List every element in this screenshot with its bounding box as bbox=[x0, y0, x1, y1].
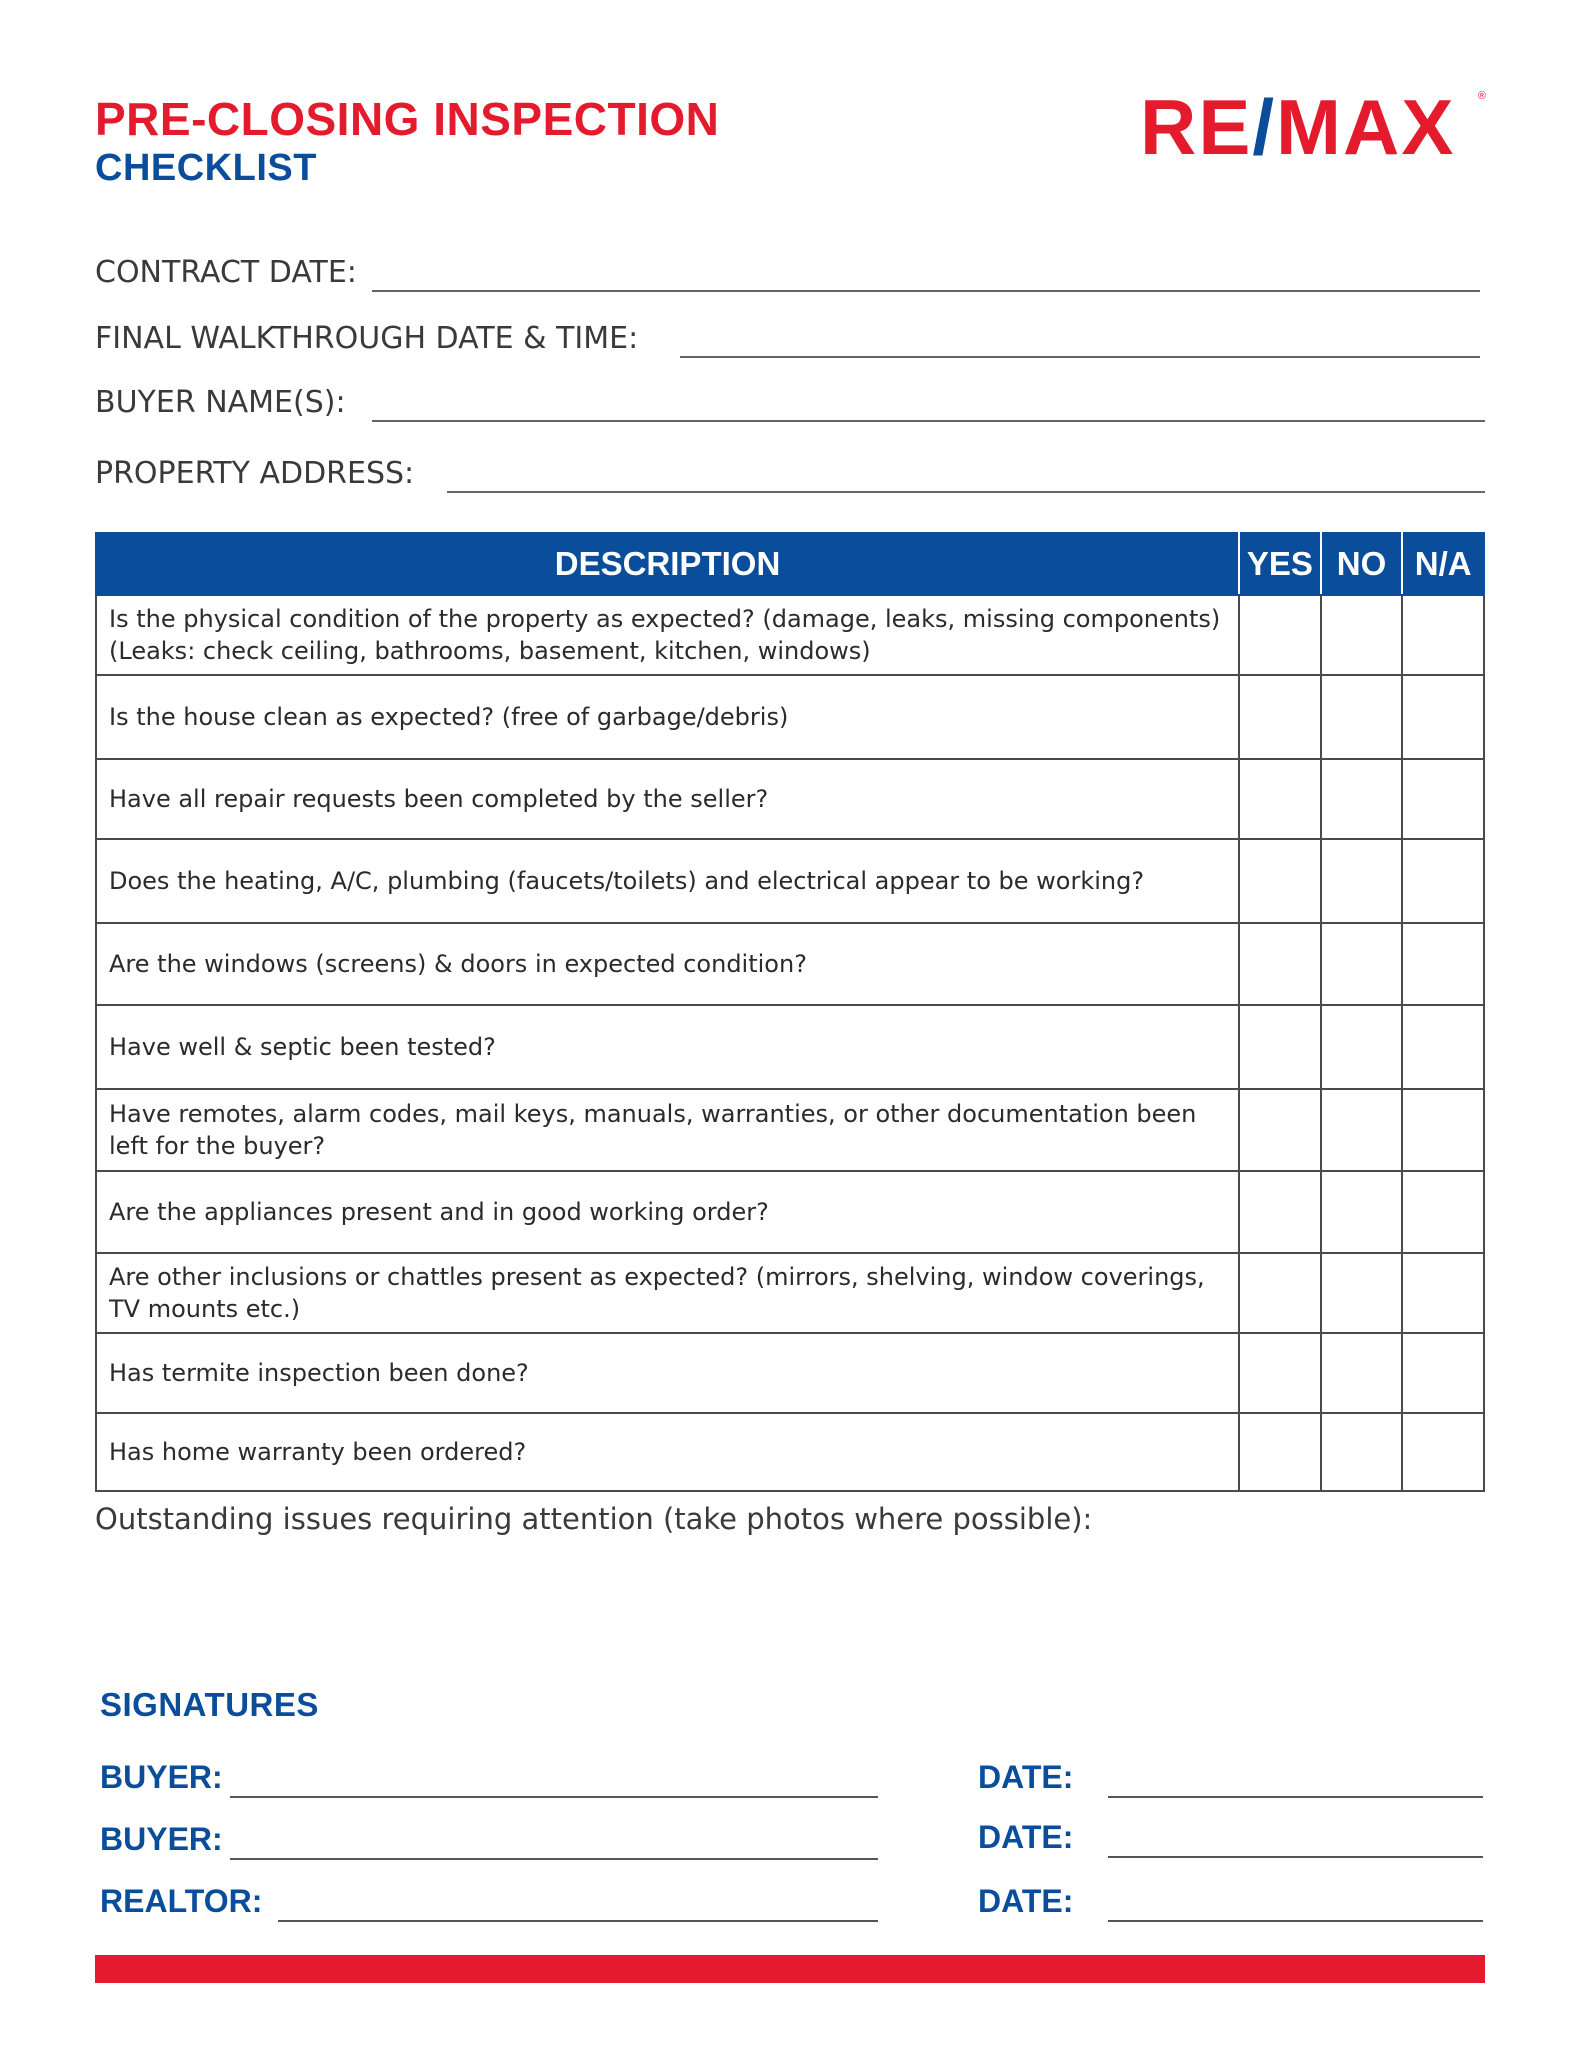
date2-label: DATE: bbox=[978, 1819, 1074, 1855]
signatures-heading: SIGNATURES bbox=[100, 1686, 319, 1723]
row-description: Is the physical condition of the property as expected? (damage, leaks, missing components) (Leaks: check ceiling, bathrooms, basement, kitchen, windows) bbox=[96, 595, 1239, 675]
realtor-label: REALTOR: bbox=[100, 1883, 263, 1919]
table-header-row bbox=[96, 533, 1484, 595]
table-row bbox=[96, 595, 1484, 675]
yes-checkbox[interactable] bbox=[1239, 595, 1321, 675]
walkthrough-line[interactable] bbox=[680, 356, 1480, 358]
date2-field bbox=[978, 1810, 1483, 1860]
na-header: N/A bbox=[1402, 533, 1484, 595]
date1-label: DATE: bbox=[978, 1759, 1074, 1795]
table-row bbox=[96, 1333, 1484, 1413]
row-description: Have remotes, alarm codes, mail keys, manuals, warranties, or other documentation been left for the buyer? bbox=[96, 1089, 1239, 1171]
logo-slash: / bbox=[1252, 83, 1277, 171]
walkthrough-label: FINAL WALKTHROUGH DATE & TIME: bbox=[95, 321, 639, 356]
date3-line[interactable] bbox=[1108, 1920, 1483, 1922]
page-title: PRE-CLOSING INSPECTION bbox=[95, 93, 720, 145]
description-header: DESCRIPTION bbox=[96, 533, 1239, 595]
no-checkbox[interactable] bbox=[1321, 1253, 1403, 1333]
yes-header: YES bbox=[1239, 533, 1321, 595]
yes-checkbox[interactable] bbox=[1239, 675, 1321, 759]
date1-line[interactable] bbox=[1108, 1796, 1483, 1798]
table-row bbox=[96, 1413, 1484, 1491]
no-checkbox[interactable] bbox=[1321, 675, 1403, 759]
row-description: Does the heating, A/C, plumbing (faucets/toilets) and electrical appear to be working? bbox=[96, 839, 1239, 923]
inspection-table bbox=[95, 532, 1485, 1492]
no-checkbox[interactable] bbox=[1321, 595, 1403, 675]
buyer2-signature bbox=[100, 1812, 878, 1862]
table-row bbox=[96, 923, 1484, 1005]
no-checkbox[interactable] bbox=[1321, 1005, 1403, 1089]
no-header: NO bbox=[1321, 533, 1403, 595]
table-row bbox=[96, 1005, 1484, 1089]
realtor-signature bbox=[100, 1874, 878, 1924]
contract-date-line[interactable] bbox=[372, 290, 1480, 292]
no-checkbox[interactable] bbox=[1321, 1333, 1403, 1413]
na-checkbox[interactable] bbox=[1402, 923, 1484, 1005]
no-checkbox[interactable] bbox=[1321, 1413, 1403, 1491]
outstanding-issues-label: Outstanding issues requiring attention (take photos where possible): bbox=[95, 1502, 1093, 1536]
row-description: Are the windows (screens) & doors in expected condition? bbox=[96, 923, 1239, 1005]
yes-checkbox[interactable] bbox=[1239, 1413, 1321, 1491]
yes-checkbox[interactable] bbox=[1239, 1005, 1321, 1089]
buyer-names-field bbox=[95, 382, 1485, 426]
na-checkbox[interactable] bbox=[1402, 1171, 1484, 1253]
no-checkbox[interactable] bbox=[1321, 923, 1403, 1005]
na-checkbox[interactable] bbox=[1402, 595, 1484, 675]
table-row bbox=[96, 1171, 1484, 1253]
na-checkbox[interactable] bbox=[1402, 1333, 1484, 1413]
table-row bbox=[96, 839, 1484, 923]
contract-date-field bbox=[95, 252, 1480, 296]
property-address-label: PROPERTY ADDRESS: bbox=[95, 456, 415, 491]
buyer2-label: BUYER: bbox=[100, 1821, 223, 1857]
yes-checkbox[interactable] bbox=[1239, 1333, 1321, 1413]
date3-field bbox=[978, 1874, 1483, 1924]
buyer1-signature-line[interactable] bbox=[230, 1796, 878, 1798]
na-checkbox[interactable] bbox=[1402, 1413, 1484, 1491]
row-description: Has home warranty been ordered? bbox=[96, 1413, 1239, 1491]
buyer-names-label: BUYER NAME(S): bbox=[95, 385, 346, 420]
realtor-signature-line[interactable] bbox=[278, 1920, 878, 1922]
buyer1-signature bbox=[100, 1750, 878, 1800]
date3-label: DATE: bbox=[978, 1883, 1074, 1919]
page-subtitle: CHECKLIST bbox=[95, 147, 317, 189]
table-row bbox=[96, 1089, 1484, 1171]
na-checkbox[interactable] bbox=[1402, 1005, 1484, 1089]
contract-date-label: CONTRACT DATE: bbox=[95, 255, 357, 290]
remax-logo bbox=[1140, 83, 1486, 171]
table-row bbox=[96, 675, 1484, 759]
na-checkbox[interactable] bbox=[1402, 1253, 1484, 1333]
logo-wordmark bbox=[1140, 83, 1456, 171]
yes-checkbox[interactable] bbox=[1239, 759, 1321, 839]
row-description: Have all repair requests been completed by the seller? bbox=[96, 759, 1239, 839]
footer-red-bar bbox=[95, 1955, 1485, 1983]
no-checkbox[interactable] bbox=[1321, 759, 1403, 839]
no-checkbox[interactable] bbox=[1321, 1089, 1403, 1171]
buyer2-signature-line[interactable] bbox=[230, 1858, 878, 1860]
no-checkbox[interactable] bbox=[1321, 1171, 1403, 1253]
row-description: Has termite inspection been done? bbox=[96, 1333, 1239, 1413]
table-row bbox=[96, 1253, 1484, 1333]
property-address-line[interactable] bbox=[447, 491, 1485, 493]
row-description: Are other inclusions or chattles present as expected? (mirrors, shelving, window coverings, TV mounts etc.) bbox=[96, 1253, 1239, 1333]
logo-text-left: RE bbox=[1140, 83, 1253, 171]
logo-text-right: MAX bbox=[1276, 83, 1456, 171]
yes-checkbox[interactable] bbox=[1239, 1253, 1321, 1333]
na-checkbox[interactable] bbox=[1402, 1089, 1484, 1171]
row-description: Have well & septic been tested? bbox=[96, 1005, 1239, 1089]
row-description: Are the appliances present and in good working order? bbox=[96, 1171, 1239, 1253]
buyer1-label: BUYER: bbox=[100, 1759, 223, 1795]
na-checkbox[interactable] bbox=[1402, 839, 1484, 923]
date1-field bbox=[978, 1750, 1483, 1800]
buyer-names-line[interactable] bbox=[372, 420, 1485, 422]
yes-checkbox[interactable] bbox=[1239, 923, 1321, 1005]
row-description: Is the house clean as expected? (free of garbage/debris) bbox=[96, 675, 1239, 759]
yes-checkbox[interactable] bbox=[1239, 1089, 1321, 1171]
property-address-field bbox=[95, 453, 1485, 497]
yes-checkbox[interactable] bbox=[1239, 1171, 1321, 1253]
na-checkbox[interactable] bbox=[1402, 759, 1484, 839]
date2-line[interactable] bbox=[1108, 1856, 1483, 1858]
na-checkbox[interactable] bbox=[1402, 675, 1484, 759]
walkthrough-field bbox=[95, 318, 1480, 362]
logo-registered-mark: ® bbox=[1477, 90, 1486, 102]
table-row bbox=[96, 759, 1484, 839]
yes-checkbox[interactable] bbox=[1239, 839, 1321, 923]
no-checkbox[interactable] bbox=[1321, 839, 1403, 923]
